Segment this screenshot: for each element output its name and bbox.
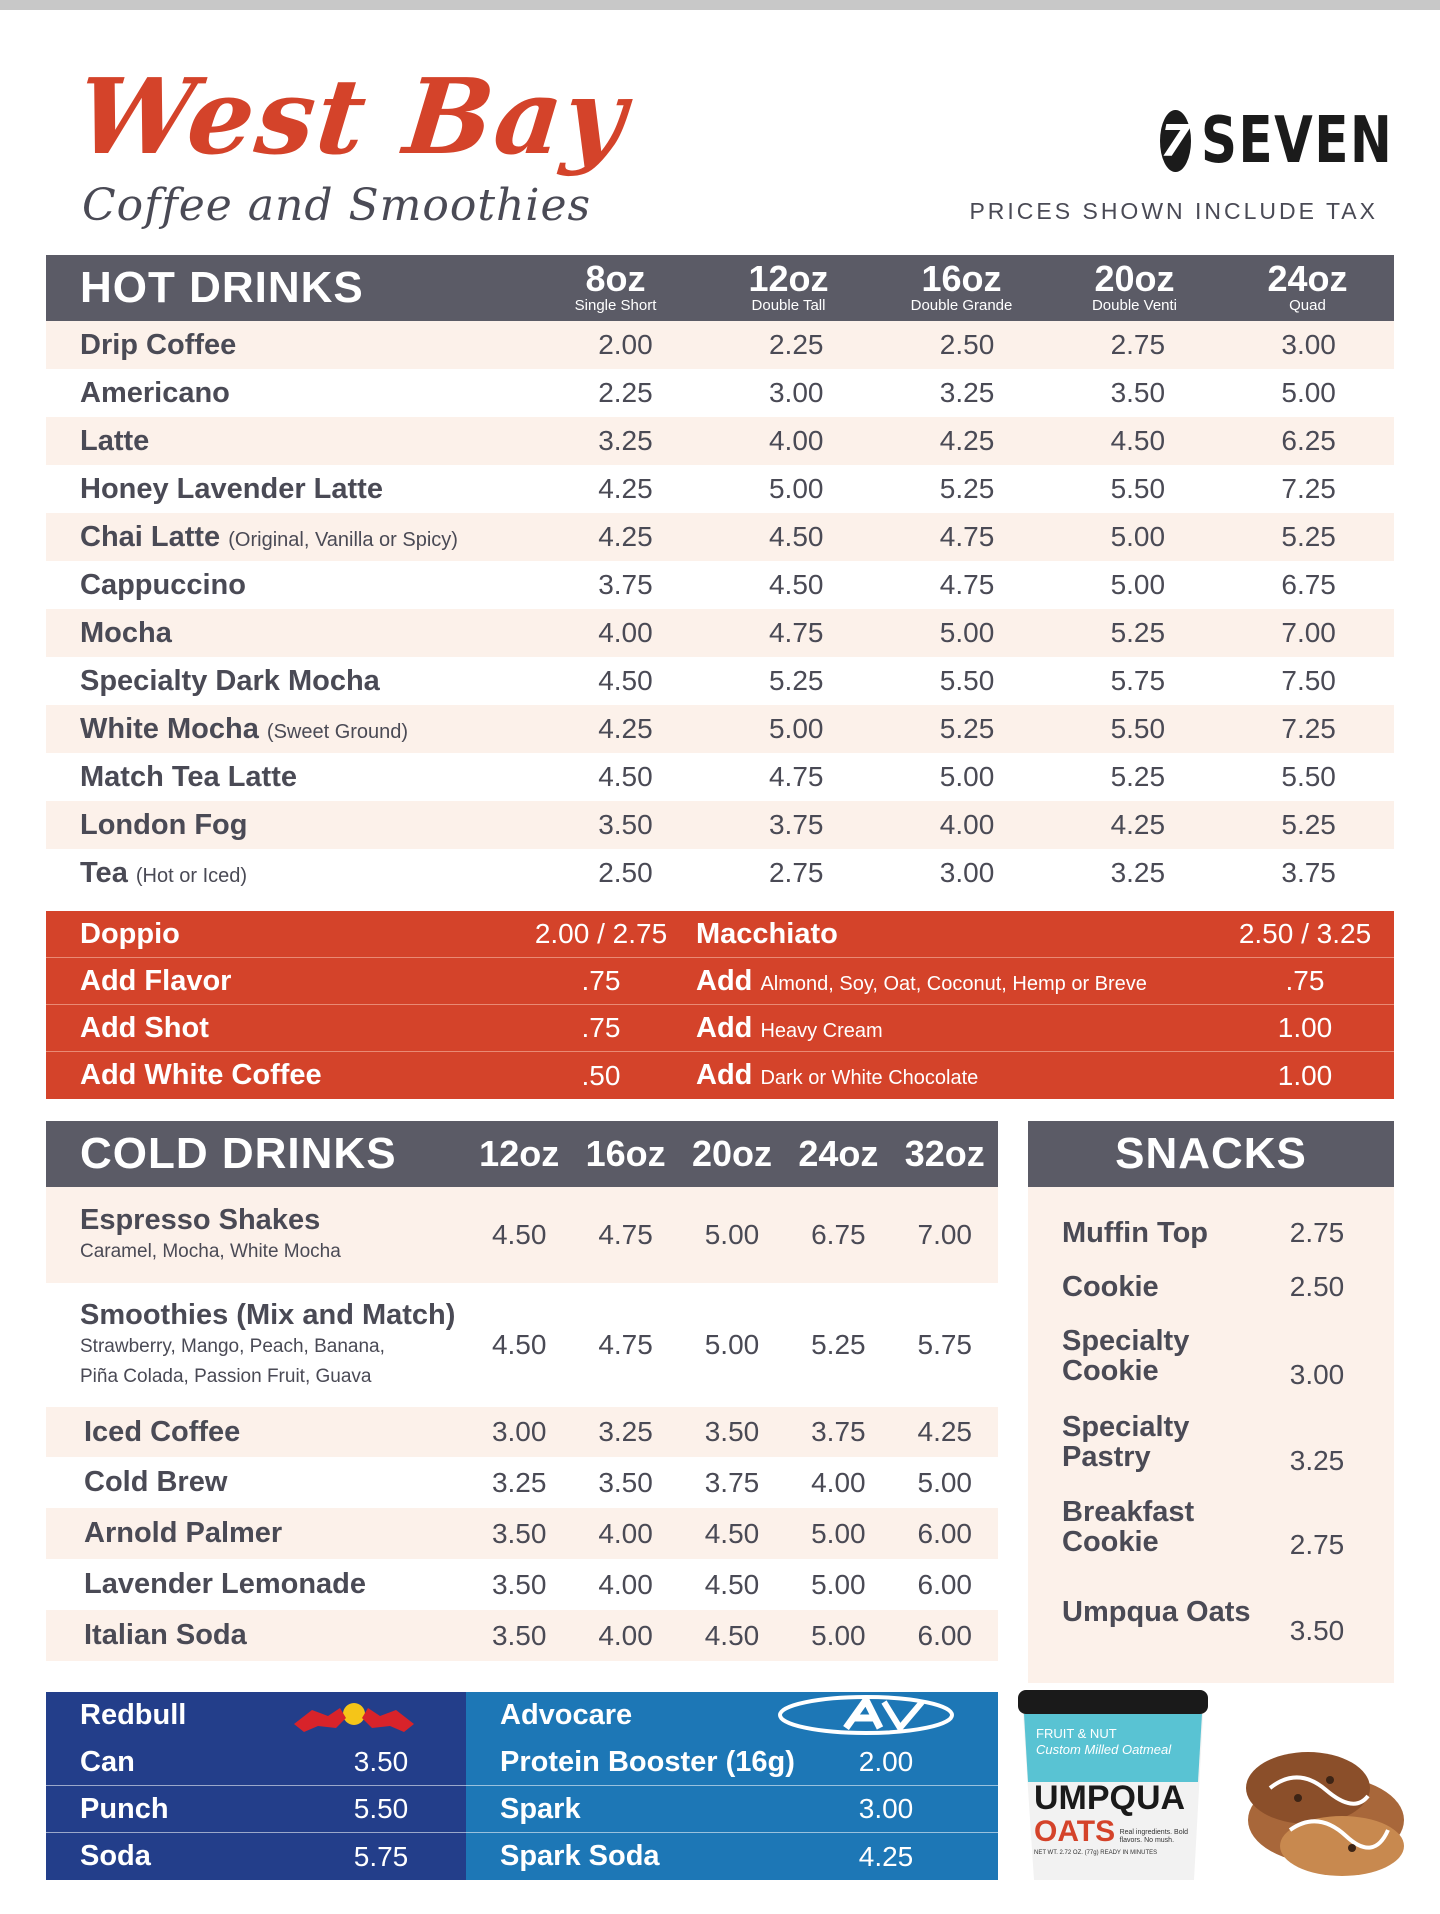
advocare-row xyxy=(466,1786,998,1833)
hot-drink-name: Latte xyxy=(80,424,150,457)
hot-drink-name: Mocha xyxy=(80,616,172,649)
hot-drink-price: 3.25 xyxy=(1110,857,1166,888)
hot-size-name: Quad xyxy=(1289,297,1326,314)
snack-price: 3.00 xyxy=(1289,1359,1345,1390)
hot-drinks-table xyxy=(46,255,1394,897)
cold-drink-price: 4.50 xyxy=(704,1568,760,1600)
cold-drink-price: 3.50 xyxy=(491,1517,547,1549)
hot-drink-row xyxy=(46,849,1394,897)
oats-tagline: Real ingredients. Bold flavors. No mush. xyxy=(1119,1828,1189,1844)
hot-drink-price: 4.75 xyxy=(768,761,824,792)
snack-name: Breakfast Cookie xyxy=(1062,1496,1195,1558)
hot-drink-name-cell xyxy=(46,329,540,362)
cold-drink-price: 3.50 xyxy=(491,1619,547,1651)
hot-drink-price: 4.25 xyxy=(598,473,653,504)
hot-size-oz: 12oz xyxy=(748,258,829,299)
hot-drink-price: 7.50 xyxy=(1281,665,1336,696)
cold-drink-price: 4.75 xyxy=(598,1219,653,1250)
cold-drink-price: 4.00 xyxy=(811,1466,866,1498)
oats-line2: Custom Milled Oatmeal xyxy=(1036,1742,1172,1757)
hot-size-column xyxy=(702,258,875,315)
extras-right-price: 1.00 xyxy=(1277,1059,1333,1091)
hot-drink-price: 5.00 xyxy=(768,713,824,744)
redbull-panel xyxy=(46,1692,466,1880)
snack-price: 3.50 xyxy=(1289,1615,1345,1646)
cold-drink-price: 6.00 xyxy=(917,1517,972,1549)
hot-drink-note: (Sweet Ground) xyxy=(266,720,409,743)
cold-drink-price: 5.00 xyxy=(917,1466,972,1498)
hot-drink-price: 4.00 xyxy=(768,425,824,456)
extras-right-name: Add xyxy=(696,964,753,997)
hot-drink-price: 3.00 xyxy=(1281,329,1336,360)
hot-size-name: Double Tall xyxy=(751,297,826,314)
hot-drink-name: Match Tea Latte xyxy=(80,760,298,793)
redbull-item-price: 5.50 xyxy=(353,1793,409,1824)
hot-size-oz: 16oz xyxy=(921,258,1002,299)
advocare-item-price: 3.00 xyxy=(858,1793,914,1824)
cold-size-header: 16oz xyxy=(585,1133,666,1174)
snack-row xyxy=(1028,1485,1394,1569)
hot-drink-price: 4.50 xyxy=(1110,425,1166,456)
snacks-title: SNACKS xyxy=(1028,1121,1394,1187)
hot-drink-price: 6.25 xyxy=(1281,425,1336,456)
hot-drink-price: 7.25 xyxy=(1281,473,1336,504)
snack-name: Specialty Pastry xyxy=(1062,1411,1190,1473)
hot-drink-price: 4.75 xyxy=(768,617,824,648)
cold-drink-price: 4.75 xyxy=(598,1329,653,1360)
snack-name: Muffin Top xyxy=(1062,1217,1209,1249)
snack-name: Umpqua Oats xyxy=(1062,1596,1251,1628)
advocare-row xyxy=(466,1833,998,1880)
cold-drink-price: 3.00 xyxy=(491,1416,547,1447)
cold-drink-name-cell xyxy=(46,1568,466,1601)
extras-right-price: 1.00 xyxy=(1277,1012,1333,1043)
redbull-row xyxy=(46,1786,466,1833)
hot-drink-price: 2.25 xyxy=(768,329,824,360)
cold-drink-description: Caramel, Mocha, White Mocha xyxy=(80,1240,341,1262)
cold-drink-price: 3.50 xyxy=(491,1568,547,1600)
hot-drink-price: 3.75 xyxy=(1281,857,1336,888)
hot-drink-name-cell xyxy=(46,473,540,506)
snack-price: 2.50 xyxy=(1289,1271,1345,1302)
hot-drink-price: 3.00 xyxy=(768,377,824,408)
cold-drink-row xyxy=(46,1457,998,1508)
energy-drinks xyxy=(46,1692,998,1880)
cold-drink-price: 5.00 xyxy=(811,1517,866,1549)
redbull-logo-icon xyxy=(284,1696,424,1736)
top-border xyxy=(0,0,1440,10)
hot-size-oz: 24oz xyxy=(1267,258,1348,299)
hot-drink-price: 4.50 xyxy=(598,665,653,696)
extras-left-name: Add Shot xyxy=(80,1011,209,1044)
hot-drink-price: 4.25 xyxy=(1110,809,1166,840)
hot-drinks-title: HOT DRINKS xyxy=(80,263,364,312)
hot-drink-price: 3.50 xyxy=(598,809,653,840)
snack-row xyxy=(1028,1313,1394,1399)
cold-drink-price: 4.25 xyxy=(917,1416,972,1447)
cold-drink-name: Espresso Shakes xyxy=(80,1203,321,1236)
cold-drink-name: Italian Soda xyxy=(84,1619,247,1651)
cold-drink-price: 4.50 xyxy=(704,1517,760,1549)
hot-drink-name: Chai Latte xyxy=(80,520,221,553)
hot-drink-price: 4.25 xyxy=(598,521,653,552)
hot-drinks-header xyxy=(46,255,1394,321)
cold-drink-name-cell xyxy=(46,1299,466,1392)
advocare-title: Advocare xyxy=(500,1699,633,1731)
snack-row xyxy=(1028,1205,1394,1261)
hot-size-column xyxy=(1048,258,1221,315)
cold-drink-description: Piña Colada, Passion Fruit, Guava xyxy=(80,1365,372,1387)
hot-size-oz: 8oz xyxy=(585,258,646,299)
snack-row xyxy=(1028,1569,1394,1655)
hot-size-name: Double Venti xyxy=(1091,297,1178,314)
oats-and-cookies-image xyxy=(1008,1670,1408,1900)
hot-drink-price: 4.75 xyxy=(939,521,995,552)
hot-drink-row xyxy=(46,417,1394,465)
cold-drink-row xyxy=(46,1559,998,1610)
hot-drink-name-cell xyxy=(46,809,540,842)
hot-drink-name: Drip Coffee xyxy=(80,328,237,361)
extras-right-name-cell xyxy=(696,965,1216,998)
extras-left-price: .75 xyxy=(581,1012,621,1043)
extras-left-price: 2.00 / 2.75 xyxy=(534,918,668,949)
advocare-item-price: 4.25 xyxy=(858,1840,914,1872)
extras-right-note: Heavy Cream xyxy=(760,1019,883,1042)
snack-row xyxy=(1028,1261,1394,1313)
cold-drink-name: Cold Brew xyxy=(84,1466,228,1498)
snack-name: Specialty Cookie xyxy=(1062,1325,1190,1387)
hot-drink-price: 2.50 xyxy=(939,329,995,360)
extras-right-name-cell xyxy=(696,1059,1216,1092)
cold-drink-name: Lavender Lemonade xyxy=(84,1568,367,1600)
hot-drink-price: 3.25 xyxy=(598,425,653,456)
hot-drink-note: (Original, Vanilla or Spicy) xyxy=(228,528,458,551)
hot-drink-price: 4.00 xyxy=(939,809,995,840)
seven-badge-icon: 7 xyxy=(1160,110,1191,172)
extras-row xyxy=(46,958,1394,1005)
hot-drink-price: 6.75 xyxy=(1281,569,1336,600)
cold-drink-row xyxy=(46,1283,998,1407)
hot-drink-name-cell xyxy=(46,713,540,746)
cold-size-header: 20oz xyxy=(691,1133,772,1174)
hot-drink-name: Specialty Dark Mocha xyxy=(80,664,380,697)
extras-right-name-cell xyxy=(696,918,1216,951)
hot-drink-price: 5.25 xyxy=(1110,617,1166,648)
hot-drink-name-cell xyxy=(46,857,540,890)
brand-logo xyxy=(71,55,638,242)
cold-drink-price: 3.25 xyxy=(598,1416,653,1447)
hot-drink-price: 5.00 xyxy=(1110,521,1166,552)
hot-drink-name: Cappuccino xyxy=(80,568,246,601)
extras-right-note: Dark or White Chocolate xyxy=(760,1067,979,1089)
hot-drink-name-cell xyxy=(46,377,540,410)
hot-drink-price: 2.50 xyxy=(598,857,653,888)
snack-price: 3.25 xyxy=(1289,1445,1345,1476)
extras-row xyxy=(46,1052,1394,1099)
hot-drink-price: 5.25 xyxy=(1281,521,1336,552)
snack-price: 2.75 xyxy=(1289,1217,1345,1248)
advocare-header xyxy=(466,1692,998,1739)
oats-line1: FRUIT & NUT xyxy=(1036,1726,1117,1741)
cold-drink-price: 6.00 xyxy=(917,1568,972,1600)
cold-drink-row xyxy=(46,1187,998,1283)
hot-drink-price: 2.75 xyxy=(768,857,824,888)
advocare-item-name: Spark Soda xyxy=(500,1840,660,1872)
hot-drink-name: Americano xyxy=(80,376,230,409)
hot-drink-price: 5.75 xyxy=(1110,665,1166,696)
snack-row xyxy=(1028,1399,1394,1485)
hot-drink-price: 7.25 xyxy=(1281,713,1336,744)
hot-drink-price: 5.50 xyxy=(1110,713,1166,744)
cold-drink-price: 5.00 xyxy=(811,1619,866,1651)
hot-drink-price: 5.50 xyxy=(1110,473,1166,504)
cold-drinks-title: COLD DRINKS xyxy=(80,1129,397,1178)
cold-drink-name-cell xyxy=(46,1466,466,1499)
cold-drink-price: 5.00 xyxy=(704,1219,760,1250)
hot-drink-price: 4.00 xyxy=(598,617,653,648)
hot-drink-price: 5.00 xyxy=(939,761,995,792)
cold-size-header: 32oz xyxy=(904,1133,985,1174)
hot-drink-price: 5.00 xyxy=(939,617,995,648)
hot-size-column xyxy=(1221,258,1394,315)
redbull-item-price: 3.50 xyxy=(353,1746,409,1777)
extras-left-name: Add White Coffee xyxy=(80,1059,322,1091)
cold-drink-price: 4.50 xyxy=(704,1619,760,1651)
hot-drink-price: 2.00 xyxy=(598,329,653,360)
hot-drink-name-cell xyxy=(46,569,540,602)
oats-weight: NET WT. 2.72 OZ. (77g) READY IN MINUTES xyxy=(1034,1850,1158,1856)
cold-drink-price: 3.50 xyxy=(704,1416,760,1447)
hot-drink-name-cell xyxy=(46,521,540,554)
cold-drink-price: 5.00 xyxy=(811,1568,866,1600)
hot-drink-row xyxy=(46,513,1394,561)
redbull-title: Redbull xyxy=(80,1699,187,1731)
extras-right-name-cell xyxy=(696,1012,1216,1045)
redbull-item-name: Soda xyxy=(80,1840,151,1872)
hot-drink-note: (Hot or Iced) xyxy=(135,864,248,887)
hot-drink-name: Honey Lavender Latte xyxy=(80,472,383,505)
cold-drink-price: 4.00 xyxy=(598,1619,653,1651)
hot-drink-price: 5.25 xyxy=(768,665,824,696)
cold-drink-name-cell xyxy=(46,1204,466,1267)
snacks-panel xyxy=(1028,1121,1394,1683)
hot-drink-price: 5.25 xyxy=(939,473,995,504)
extras-left-price: .50 xyxy=(581,1059,621,1091)
extras-row xyxy=(46,1005,1394,1052)
hot-drink-price: 4.25 xyxy=(939,425,995,456)
cold-drink-price: 3.75 xyxy=(811,1416,866,1447)
extras-right-note: Almond, Soy, Oat, Coconut, Hemp or Breve xyxy=(760,972,1147,995)
hot-drink-name-cell xyxy=(46,425,540,458)
snack-name: Cookie xyxy=(1062,1271,1159,1303)
advocare-row xyxy=(466,1739,998,1786)
hot-drink-price: 5.25 xyxy=(939,713,995,744)
hot-drink-price: 4.75 xyxy=(939,569,995,600)
hot-drink-price: 3.00 xyxy=(939,857,995,888)
redbull-item-name: Can xyxy=(80,1745,135,1778)
hot-drink-row xyxy=(46,705,1394,753)
hot-drink-price: 3.75 xyxy=(598,569,653,600)
brand-title: West Bay xyxy=(71,55,634,178)
cold-drink-price: 5.25 xyxy=(811,1329,866,1360)
advocare-item-name: Spark xyxy=(500,1792,581,1825)
hot-drink-price: 4.50 xyxy=(598,761,653,792)
hot-drink-row xyxy=(46,465,1394,513)
hot-drink-row xyxy=(46,321,1394,369)
hot-size-column xyxy=(529,258,702,315)
advocare-panel xyxy=(466,1692,998,1880)
hot-drink-row xyxy=(46,753,1394,801)
hot-drink-price: 7.00 xyxy=(1281,617,1336,648)
extras-right-name: Add xyxy=(696,1059,753,1091)
oats-brand1: UMPQUA xyxy=(1034,1779,1186,1817)
hot-drink-price: 5.50 xyxy=(1281,761,1336,792)
cold-drink-description: Strawberry, Mango, Peach, Banana, xyxy=(80,1335,385,1357)
cold-drink-price: 6.00 xyxy=(917,1619,972,1651)
cold-drink-name-cell xyxy=(46,1619,466,1652)
advocare-item-price: 2.00 xyxy=(858,1746,914,1777)
hot-drink-name: London Fog xyxy=(80,808,248,841)
cold-drinks-table xyxy=(46,1121,998,1661)
hot-drink-row xyxy=(46,561,1394,609)
cold-drink-price: 3.75 xyxy=(704,1466,760,1498)
hot-drink-row xyxy=(46,657,1394,705)
extras-left-price: .75 xyxy=(581,965,621,996)
cold-drink-name: Iced Coffee xyxy=(84,1415,241,1448)
hot-drink-price: 3.50 xyxy=(1110,377,1166,408)
cold-size-header: 12oz xyxy=(479,1133,560,1174)
extras-right-name: Add xyxy=(696,1011,753,1044)
extras-band xyxy=(46,911,1394,1099)
hot-drink-price: 5.25 xyxy=(1110,761,1166,792)
hot-size-name: Single Short xyxy=(574,297,657,314)
hot-drink-row xyxy=(46,369,1394,417)
hot-drink-row xyxy=(46,609,1394,657)
cold-drink-price: 6.75 xyxy=(811,1219,866,1250)
extras-row xyxy=(46,911,1394,958)
cold-drink-price: 4.50 xyxy=(491,1329,547,1360)
cold-drink-row xyxy=(46,1610,998,1661)
extras-left-name: Add Flavor xyxy=(80,964,232,997)
cold-drink-row xyxy=(46,1407,998,1457)
redbull-header xyxy=(46,1692,466,1739)
cold-drinks-header xyxy=(46,1121,998,1187)
extras-right-price: 2.50 / 3.25 xyxy=(1238,918,1372,949)
extras-right-price: .75 xyxy=(1285,965,1325,996)
hot-drink-price: 2.25 xyxy=(598,377,653,408)
brand-subtitle: Coffee and Smoothies xyxy=(82,180,592,231)
advocare-item-name: Protein Booster (16g) xyxy=(500,1745,795,1778)
oats-brand2: OATS xyxy=(1034,1815,1116,1848)
redbull-row xyxy=(46,1739,466,1786)
hot-drink-price: 4.50 xyxy=(768,569,824,600)
extras-right-name: Macchiato xyxy=(696,917,838,950)
snack-price: 2.75 xyxy=(1289,1529,1345,1560)
seven-logo xyxy=(1160,104,1393,178)
hot-drink-price: 5.50 xyxy=(939,665,995,696)
cold-drink-price: 3.50 xyxy=(598,1466,653,1498)
hot-drink-price: 5.25 xyxy=(1281,809,1336,840)
extras-left-name: Doppio xyxy=(80,917,180,950)
redbull-row xyxy=(46,1833,466,1880)
hot-drink-name-cell xyxy=(46,665,540,698)
cold-drink-price: 4.00 xyxy=(598,1568,653,1600)
hot-size-oz: 20oz xyxy=(1094,258,1175,299)
hot-drink-price: 5.00 xyxy=(1110,569,1166,600)
hot-size-column xyxy=(875,258,1048,315)
hot-drink-name-cell xyxy=(46,617,540,650)
hot-drink-price: 4.25 xyxy=(598,713,653,744)
hot-drink-row xyxy=(46,801,1394,849)
hot-drink-price: 3.25 xyxy=(939,377,995,408)
cold-drink-price: 7.00 xyxy=(917,1219,972,1250)
hot-drink-price: 2.75 xyxy=(1110,329,1166,360)
cold-drink-name-cell xyxy=(46,1517,466,1550)
cold-drink-row xyxy=(46,1508,998,1559)
cold-size-header: 24oz xyxy=(798,1133,879,1174)
cold-drink-price: 5.75 xyxy=(917,1329,972,1360)
redbull-item-name: Punch xyxy=(80,1792,169,1825)
cold-drink-name: Arnold Palmer xyxy=(84,1517,283,1549)
advocare-logo-icon xyxy=(776,1694,956,1736)
cold-drink-price: 3.25 xyxy=(491,1466,547,1498)
hot-drink-price: 3.75 xyxy=(768,809,824,840)
tax-note: PRICES SHOWN INCLUDE TAX xyxy=(969,198,1378,224)
cold-drink-name-cell xyxy=(46,1416,466,1449)
hot-drink-price: 5.00 xyxy=(1281,377,1336,408)
seven-wordmark: SEVEN xyxy=(1200,104,1393,178)
cold-drink-name: Smoothies (Mix and Match) xyxy=(80,1298,456,1331)
cold-drink-price: 4.00 xyxy=(598,1517,653,1549)
hot-drink-name: White Mocha xyxy=(80,712,259,745)
hot-size-name: Double Grande xyxy=(910,297,1013,314)
cold-drink-price: 5.00 xyxy=(704,1329,760,1360)
hot-drink-price: 4.50 xyxy=(768,521,824,552)
redbull-item-price: 5.75 xyxy=(353,1840,409,1872)
cold-drink-price: 4.50 xyxy=(491,1219,547,1250)
hot-drink-name-cell xyxy=(46,761,540,794)
hot-drink-price: 5.00 xyxy=(768,473,824,504)
hot-drink-name: Tea xyxy=(80,856,128,889)
